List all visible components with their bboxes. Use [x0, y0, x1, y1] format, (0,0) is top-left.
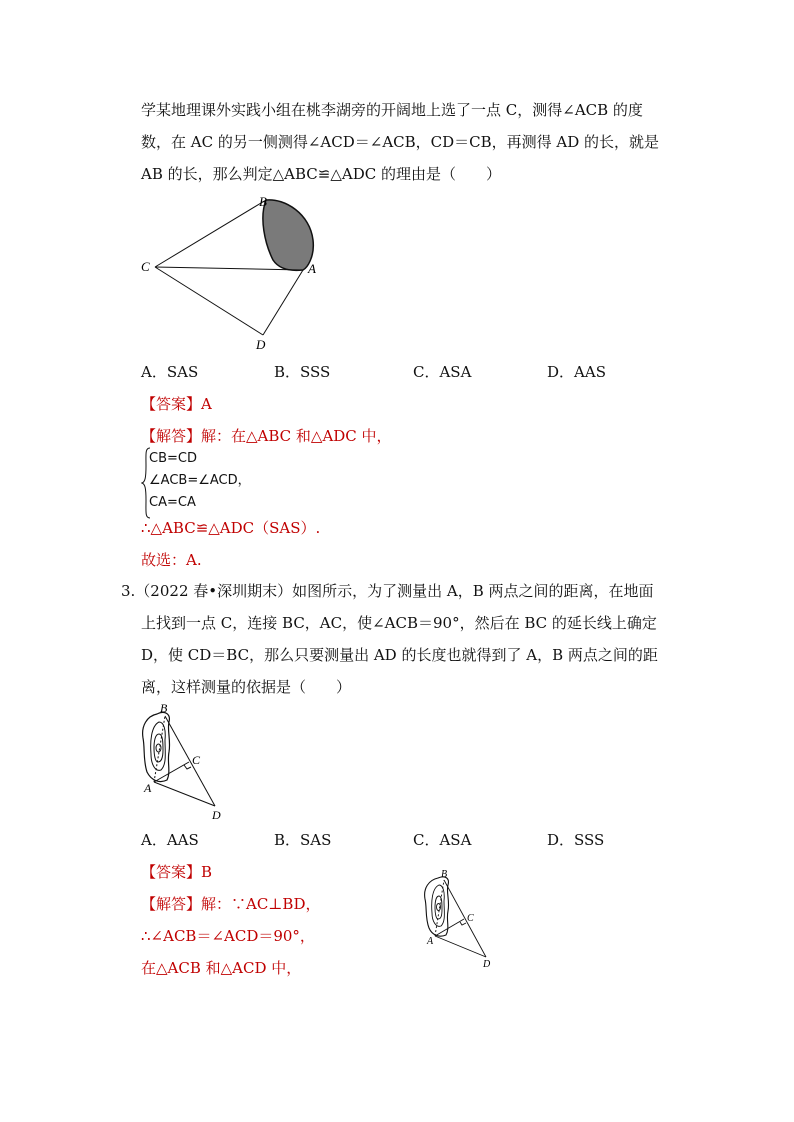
system-line-3: CA=CA: [149, 495, 196, 510]
label-c: C: [192, 753, 201, 767]
label-a: A: [427, 936, 434, 947]
q2-figure: [135, 192, 325, 354]
q2-equation-system: [141, 446, 301, 520]
segment-cd: [155, 267, 263, 335]
segment-bd: [444, 880, 486, 957]
q3-option-d: D．SSS: [547, 831, 605, 849]
q2-choose: 故选：A.: [141, 551, 202, 569]
segment-ad: [263, 270, 303, 335]
system-line-1: CB=CD: [149, 451, 197, 466]
q2-solution-intro: 【解答】解：在△ABC 和△ADC 中，: [141, 427, 392, 445]
q2-conclusion: ∴△ABC≌△ADC（SAS）.: [141, 519, 321, 537]
q2-option-d: D．AAS: [547, 363, 606, 381]
q2-option-c: C．ASA: [413, 363, 472, 381]
q3-option-c: C．ASA: [413, 831, 472, 849]
q3-text-line-3: D，使 CD＝BC，那么只要测量出 AD 的长度也就得到了 A，B 两点之间的距: [141, 646, 658, 664]
q3-text-line-4: 离，这样测量的依据是（ ）: [141, 678, 352, 696]
label-d: D: [483, 959, 491, 970]
q2-answer: 【答案】A: [141, 395, 212, 413]
q3-option-b: B．SAS: [274, 831, 332, 849]
q3-solution-line-1: 【解答】解：∵AC⊥BD，: [141, 895, 321, 913]
q3-figure: [137, 700, 232, 822]
label-d: D: [256, 337, 266, 352]
label-d: D: [212, 808, 221, 822]
label-a: A: [308, 261, 316, 276]
label-b: B: [160, 701, 168, 715]
q2-text-line-1: 学某地理课外实践小组在桃李湖旁的开阔地上选了一点 C，测得∠ACB 的度: [141, 101, 643, 119]
q2-text-line-2: 数，在 AC 的另一侧测得∠ACD＝∠ACB，CD＝CB，再测得 AD 的长，就是: [141, 133, 660, 151]
q3-solution-line-3: 在△ACB 和△ACD 中，: [141, 959, 302, 977]
segment-cb: [155, 200, 266, 267]
system-line-2: ∠ACB=∠ACD，: [149, 473, 251, 488]
label-a: A: [144, 781, 152, 795]
segment-bd: [165, 716, 215, 806]
label-c: C: [141, 259, 150, 274]
q2-text-line-3: AB 的长，那么判定△ABC≌△ADC 的理由是（ ）: [141, 165, 501, 183]
q2-option-b: B．SSS: [274, 363, 331, 381]
right-angle-mark: [184, 765, 191, 769]
lake-shape: [263, 200, 313, 271]
q3-solution-figure: [420, 866, 500, 971]
label-b: B: [441, 869, 448, 880]
label-c: C: [467, 913, 474, 924]
q3-text-line-2: 上找到一点 C，连接 BC，AC，使∠ACB＝90°，然后在 BC 的延长线上确定: [141, 614, 657, 632]
right-angle-mark: [460, 922, 466, 925]
q2-option-a: A．SAS: [141, 363, 199, 381]
label-b: B: [259, 194, 267, 209]
segment-ad: [154, 782, 215, 806]
q3-answer: 【答案】B: [141, 863, 213, 881]
q3-text-line-1: 3.（2022 春•深圳期末）如图所示，为了测量出 A，B 两点之间的距离，在地面: [121, 582, 654, 600]
q3-solution-line-2: ∴∠ACB＝∠ACD＝90°，: [141, 927, 315, 945]
q3-option-a: A．AAS: [141, 831, 199, 849]
segment-ad: [435, 936, 486, 957]
